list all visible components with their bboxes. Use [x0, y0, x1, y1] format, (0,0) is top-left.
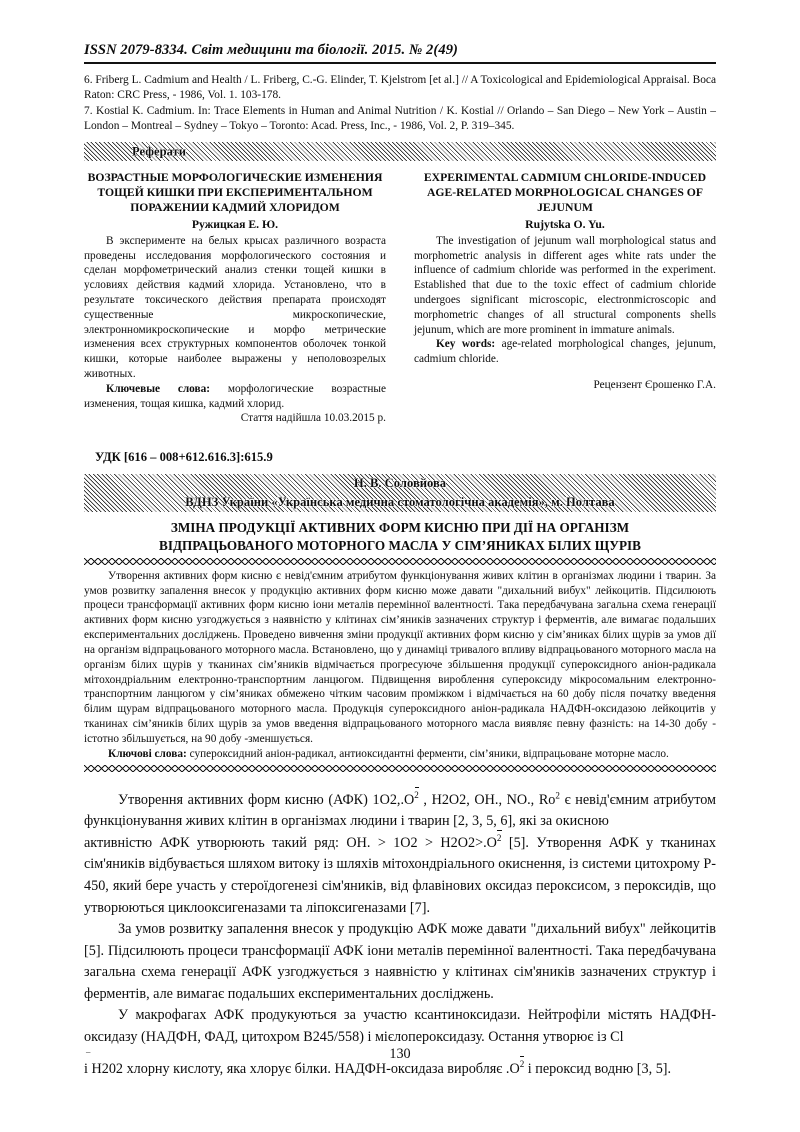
- abstract-body-en: The investigation of jejunum wall morphological status and morphometric analysis in different ages white rats under the influence of cadmium chloride was performed in the experiment. Established that due to the toxic effect of cadmium chloride undergoes significant microscopic, electronmicroscopic and morphometric changes of all structural components shells jejunum, which are more prominent in immature animals.: [414, 234, 716, 336]
- abstract-author-ru: Ружицкая Е. Ю.: [191, 218, 279, 232]
- keywords-text-uk: супероксидний аніон-радикал, антиоксидантні ферменти, сім’яники, відпрацьоване моторне масло.: [189, 747, 669, 760]
- article-author: Н. В. Соловйова: [353, 476, 447, 491]
- body-paragraph-1: [84, 790, 716, 833]
- superoxide-superscript-1: 2: [414, 789, 419, 800]
- abstracts-banner-label: Реферати: [132, 144, 186, 159]
- article-title-line-2: ВІДПРАЦЬОВАНОГО МОТОРНОГО МАСЛА У СІМ’ЯНИКАХ БІЛИХ ЩУРІВ: [159, 537, 641, 553]
- keywords-label-uk: Ключові слова:: [108, 747, 187, 760]
- abstract-title-ru: ВОЗРАСТНЫЕ МОРФОЛОГИЧЕСКИЕ ИЗМЕНЕНИЯ ТОЩЕЙ КИШКИ ПРИ ЕКСПЕРИМЕНТАЛЬНОМ ПОРАЖЕНИИ КАДМИЙ ХЛОРИДОМ: [87, 171, 383, 215]
- page-number: 130: [389, 1046, 411, 1062]
- chloride-minus-glyph: –: [86, 1045, 91, 1056]
- decorative-rule-top: [84, 558, 716, 565]
- running-head-rule: [84, 62, 716, 64]
- body-p2-part-a: активністю АФК утворюють такий ряд: ОН. > 1О2 > Н2О2>.О: [84, 834, 497, 851]
- reference-item: 6. Friberg L. Cadmium and Health / L. Friberg, C.-G. Elinder, T. Kjelstrom [et al.] // A Toxicological and Epidemiological Appraisal. Boca Raton: CRC Press, - 1986, Vol. 1. 103-178.: [84, 74, 716, 102]
- keywords-text-en: age-related morphological changes, jejunum, cadmium chloride.: [414, 338, 716, 366]
- body-p4-part-c: і пероксид водню [3, 5].: [524, 1060, 672, 1077]
- article-author-banner: [84, 474, 716, 512]
- body-p1-part-a: Утворення активних форм кисню (АФК) 1О2,.О: [118, 791, 415, 808]
- abstract-english: [414, 171, 716, 424]
- superoxide-superscript-2: 2: [555, 789, 560, 800]
- article-affiliation: ВДНЗ України «Українська медична стоматологічна академія», м. Полтава: [185, 495, 615, 510]
- article-received-date: Стаття надійшла 10.03.2015 р.: [240, 412, 386, 425]
- keywords-label-en: Key words:: [436, 338, 496, 351]
- abstract-keywords-en: [414, 337, 716, 367]
- body-p4-part-a: У макрофагах АФК продукуються за участю ксантиноксидази. Нейтрофіли містять НАДФН-оксидазу (НАДФН, ФАД, цитохром В245/558) і мієлопероксидазу. Остання утворює із Cl: [84, 1007, 716, 1046]
- abstract-title-en: EXPERIMENTAL CADMIUM CHLORIDE-INDUCED AGE-RELATED MORPHOLOGICAL CHANGES OF JEJUNUM: [423, 171, 707, 215]
- article-abstract-uk: Утворення активних форм кисню є невід'ємним атрибутом функціонування живих клітин в організмах людини і тварин. За умов розвитку запалення внесок у продукцію активних форм кисню може давати "дихальний вибух" лейкоцитів. Підсилюють процеси трансформації активних форм кисню іони металів перемінної валентності. Така передбачувана загальна схема генерації активних форм кисню узгоджується з наявністю у клітинах сім’яників зазначених структур і ферментів, але вимагає подальших експериментальних досліджень. Проведено вивчення зміни продукції активних форм кисню у сім’яниках білих щурів за умов дії на організм відпрацьованого моторного масла. Встановлено, що у динаміці тривалого впливу відпрацьованого моторного масла на організм білих щурів у тканинах сім’яників відмічається прогресуюче збільшення продукції супероксидного аніон-радикала мітохондріальним електронно-транспортним ланцюгом. Підвищення вироблення супероксиду мікросомальним електронно-транспортним ланцюгом у сім’яниках обмежено чітким часовим проміжком і відмічається на 60 добу після початку введення білим щурам відпрацьованого моторного масла. Продукція супероксидного аніон-радикала НАДФН-оксидазою лейкоцитів у тканинах сім’яників білих щурів за умов введення відпрацьованого моторного масла виявляє певну фазність: на 14-30 добу - істотно збільшується, на 90 добу -зменшується.: [84, 569, 716, 745]
- reference-item: 7. Kostial K. Cadmium. In: Trace Elements in Human and Animal Nutrition / K. Kostial // Orlando – San Diego – New York – Austin – London – Montreal – Sydney – Tokyo – Toronto: Acad. Press, Inc., - 1986, Vol. 2, P. 319–345.: [84, 104, 716, 132]
- article-keywords-uk: [84, 747, 716, 762]
- body-p1-part-c: є невід'ємним атрибутом функціонування живих клітин в організмах людини і тварин [2, 3, 5, 6], які за окисною: [84, 791, 717, 830]
- article-reviewer: Рецензент Єрошенко Г.А.: [593, 379, 716, 391]
- article-title: [84, 519, 716, 553]
- udc-code: УДК [616 – 008+612.616.3]:615.9: [95, 450, 273, 465]
- body-paragraph-3: За умов розвитку запалення внесок у продукцію АФК може давати "дихальний вибух" лейкоцитів [5]. Підсилюють процеси трансформації АФК іони металів перемінної валентності. Така передбачувана загальна схема генерації АФК узгоджується з наявністю у клітинах сім'яників зазначених структур і ферментів, але вимагає подальших експериментальних досліджень.: [84, 921, 716, 1002]
- keywords-label-ru: Ключевые слова:: [106, 382, 211, 395]
- abstracts-columns: [84, 171, 716, 424]
- article-title-line-1: ЗМІНА ПРОДУКЦІЇ АКТИВНИХ ФОРМ КИСНЮ ПРИ ДІЇ НА ОРГАНІЗМ: [170, 520, 630, 536]
- running-head: ISSN 2079-8334. Світ медицини та біології. 2015. № 2(49): [84, 42, 458, 58]
- abstracts-section-banner: [84, 142, 716, 161]
- body-p1-part-b: , Н2О2, ОН., NО., Ro: [418, 791, 556, 808]
- abstract-author-en: Rujytska O. Yu.: [525, 218, 605, 232]
- body-p2-part-b: [5]. Утворення АФК у тканинах сім'яників відбувається шляхом витоку із шляхів мітохондріального окиснення, із системи цитохрому Р- 450, який бере участь у стероїдогенезі сім'яників, від флавінових оксидаз пероксисом, з пероксидів, що утворюються циклооксигеназами та ліпоксигеназами [7].: [84, 834, 716, 916]
- page-content: [84, 42, 716, 1080]
- body-paragraph-4: [84, 1005, 716, 1048]
- abstract-body-ru: В эксперименте на белых крысах различного возраста проведены исследования морфологического состояния и сделан морфометрический анализ стенки тощей кишки в условиях действия кадмий хлорида. Установлено, что в результате токсического действия препарата происходят существенные микроскопические, электронномикроскопические и морфо метрические изменения всех структурных компонентов оболочек тонкой кишки, которые наиболее выражены у неполовозрелых животных.: [84, 234, 386, 380]
- abstract-keywords-ru: [84, 382, 386, 412]
- superoxide-superscript-4: 2: [519, 1058, 525, 1069]
- reference-list: [84, 73, 716, 134]
- article-body: [84, 790, 716, 1081]
- abstract-russian: [84, 171, 386, 424]
- decorative-rule-bottom: [84, 765, 716, 772]
- body-paragraph-2: [84, 833, 716, 919]
- superoxide-superscript-3: 2: [496, 833, 502, 844]
- body-p4-part-b: і Н202 хлорну кислоту, яка хлорує білки. НАДФН-оксидаза виробляє .О: [84, 1060, 520, 1077]
- keywords-text-ru: морфологические возрастные изменения, тощая кишка, кадмий хлорид.: [84, 382, 387, 410]
